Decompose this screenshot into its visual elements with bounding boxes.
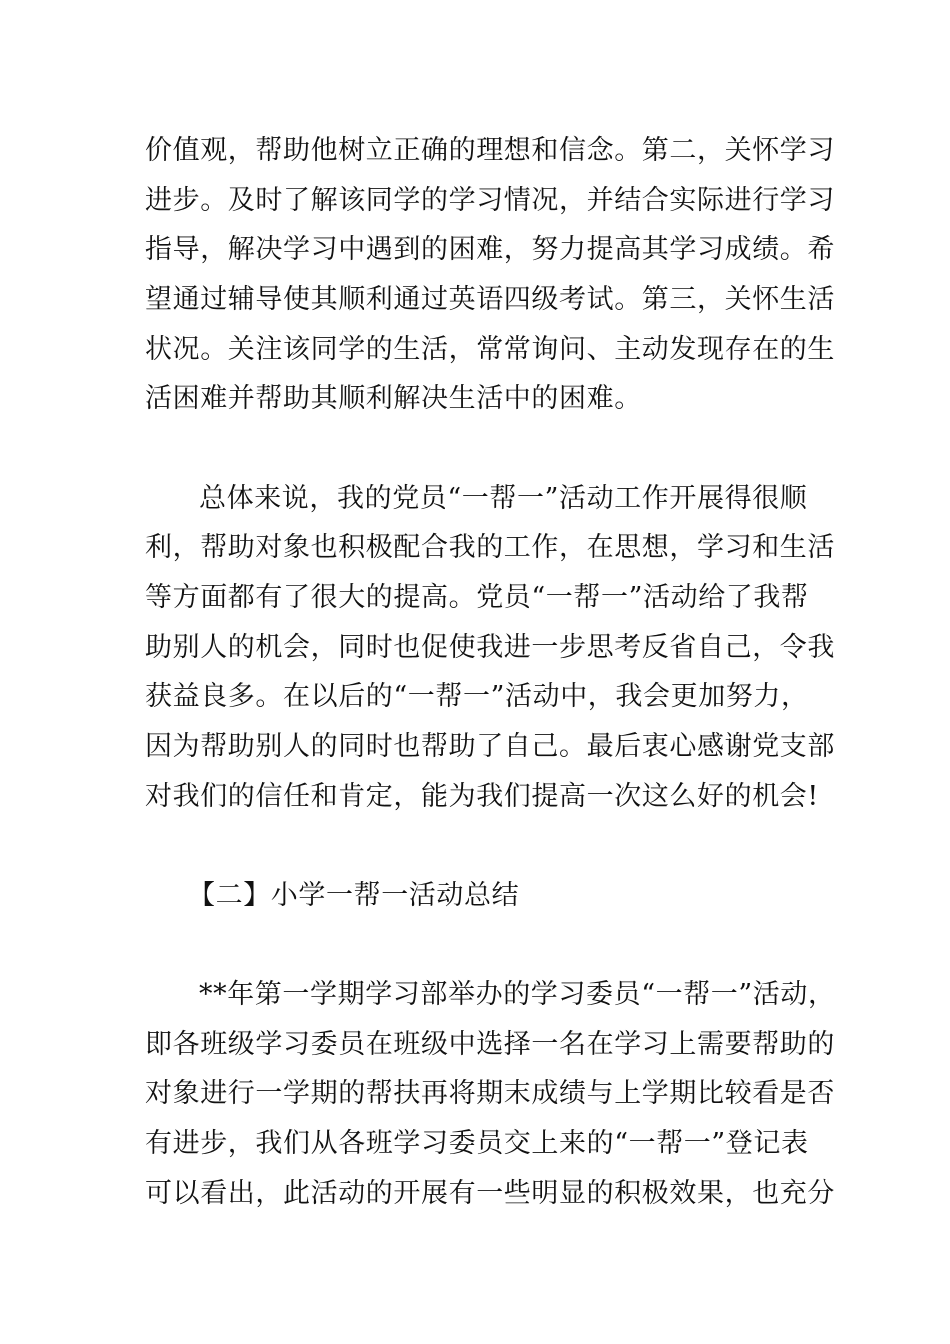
paragraph-3-line-4: 有进步，我们从各班学习委员交上来的“一帮一”登记表 xyxy=(145,1128,809,1159)
paragraph-2-line-3: 等方面都有了很大的提高。党员“一帮一”活动给了我帮 xyxy=(145,582,809,613)
paragraph-1-line-5: 状况。关注该同学的生活，常常询问、主动发现存在的生 xyxy=(145,334,835,365)
paragraph-2-line-7: 对我们的信任和肯定，能为我们提高一次这么好的机会! xyxy=(145,781,819,812)
paragraph-2-line-1: 总体来说，我的党员“一帮一”活动工作开展得很顺 xyxy=(199,483,808,514)
section-heading: 【二】小学一帮一活动总结 xyxy=(188,880,520,911)
paragraph-3-line-1: **年第一学期学习部举办的学习委员“一帮一”活动， xyxy=(199,979,836,1010)
paragraph-1-line-6: 活困难并帮助其顺利解决生活中的困难。 xyxy=(145,383,642,414)
paragraph-2-line-2: 利，帮助对象也积极配合我的工作，在思想，学习和生活 xyxy=(145,532,835,563)
paragraph-3-line-5: 可以看出，此活动的开展有一些明显的积极效果，也充分 xyxy=(145,1178,835,1209)
paragraph-1-line-1: 价值观，帮助他树立正确的理想和信念。第二，关怀学习 xyxy=(145,135,835,166)
paragraph-2-line-4: 助别人的机会，同时也促使我进一步思考反省自己，令我 xyxy=(145,632,835,663)
paragraph-1-line-2: 进步。及时了解该同学的学习情况，并结合实际进行学习 xyxy=(145,185,835,216)
paragraph-3-line-3: 对象进行一学期的帮扶再将期末成绩与上学期比较看是否 xyxy=(145,1078,835,1109)
paragraph-2-line-5: 获益良多。在以后的“一帮一”活动中，我会更加努力， xyxy=(145,681,809,712)
paragraph-1-line-3: 指导，解决学习中遇到的困难，努力提高其学习成绩。希 xyxy=(145,234,835,265)
paragraph-2-line-6: 因为帮助别人的同时也帮助了自己。最后衷心感谢党支部 xyxy=(145,731,835,762)
paragraph-1-line-4: 望通过辅导使其顺利通过英语四级考试。第三，关怀生活 xyxy=(145,284,835,315)
paragraph-3-line-2: 即各班级学习委员在班级中选择一名在学习上需要帮助的 xyxy=(145,1029,835,1060)
